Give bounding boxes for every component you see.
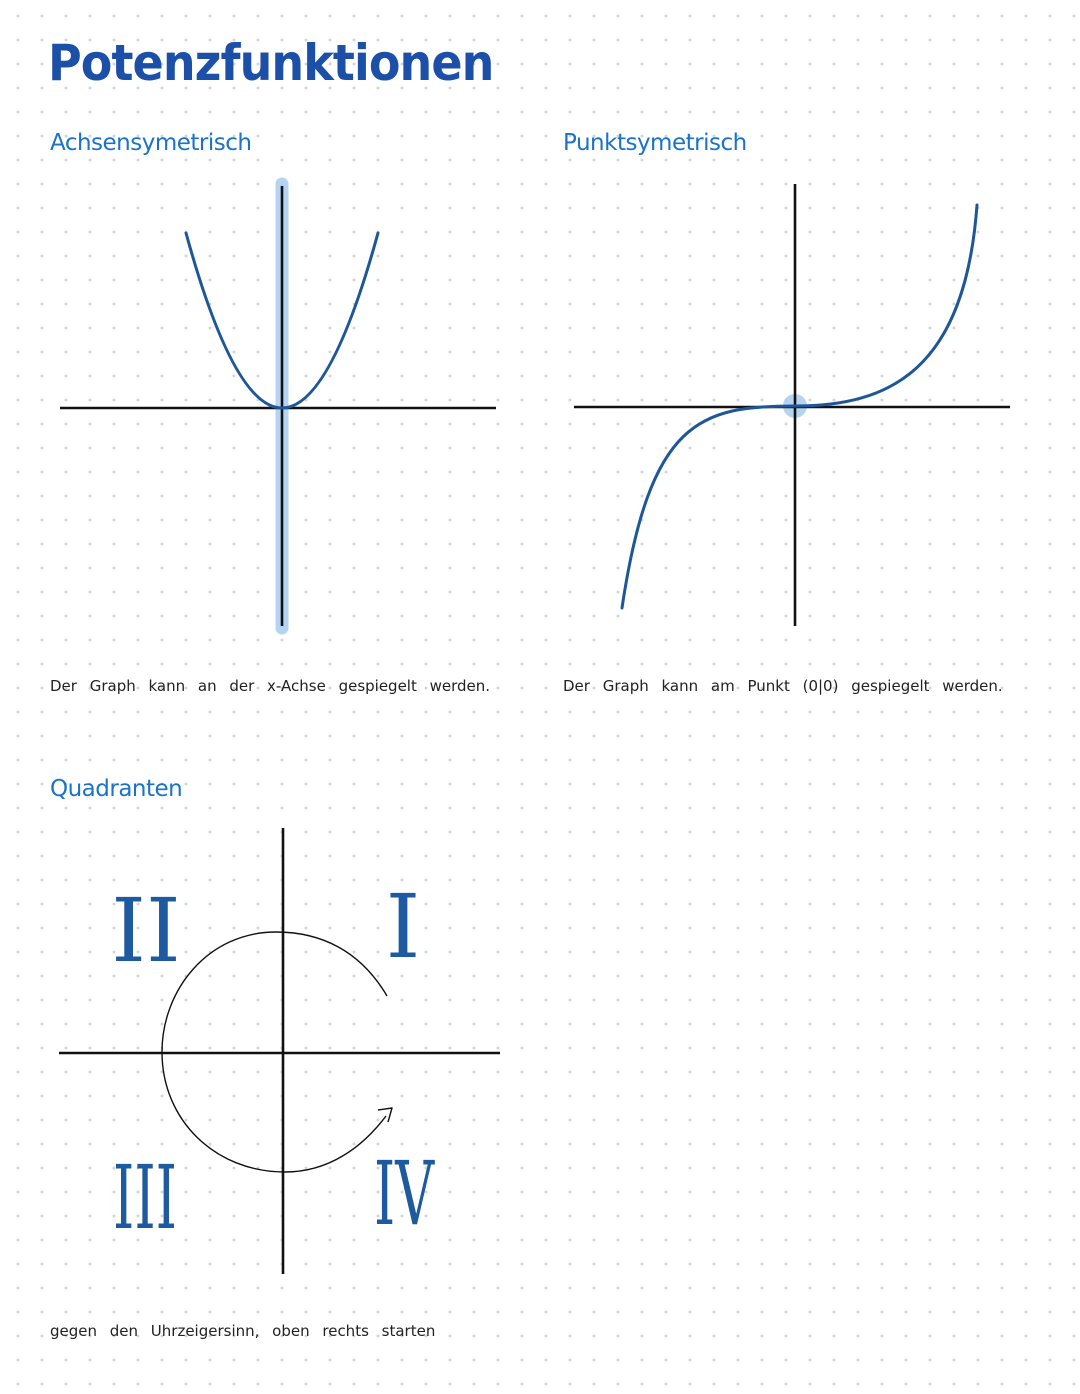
axis-symmetry-description: Der Graph kann an der x-Achse gespiegelt werden.: [50, 677, 491, 695]
symmetry-point-highlight: [783, 394, 807, 418]
quadrants-description: gegen den Uhrzeigersinn, oben rechts starten: [50, 1322, 436, 1340]
point-symmetry-heading: Punktsymetrisch: [563, 130, 747, 156]
quadrant-label-4: IV: [374, 1142, 435, 1245]
rotation-arrow-head-icon: [378, 1108, 392, 1122]
rotation-arc: [162, 932, 387, 1172]
point-symmetry-description: Der Graph kann am Punkt (0|0) gespiegelt werden.: [563, 677, 1003, 695]
quadrant-label-2: II: [111, 879, 181, 982]
cubic-curve: [622, 205, 977, 608]
parabola-curve: [186, 233, 378, 408]
axis-symmetry-heading: Achsensymetrisch: [50, 130, 252, 156]
page-title: Potenzfunktionen: [48, 34, 494, 92]
quadrants-heading: Quadranten: [50, 776, 183, 802]
quadrant-label-3: III: [113, 1146, 177, 1249]
quadrant-label-1: I: [385, 875, 421, 978]
